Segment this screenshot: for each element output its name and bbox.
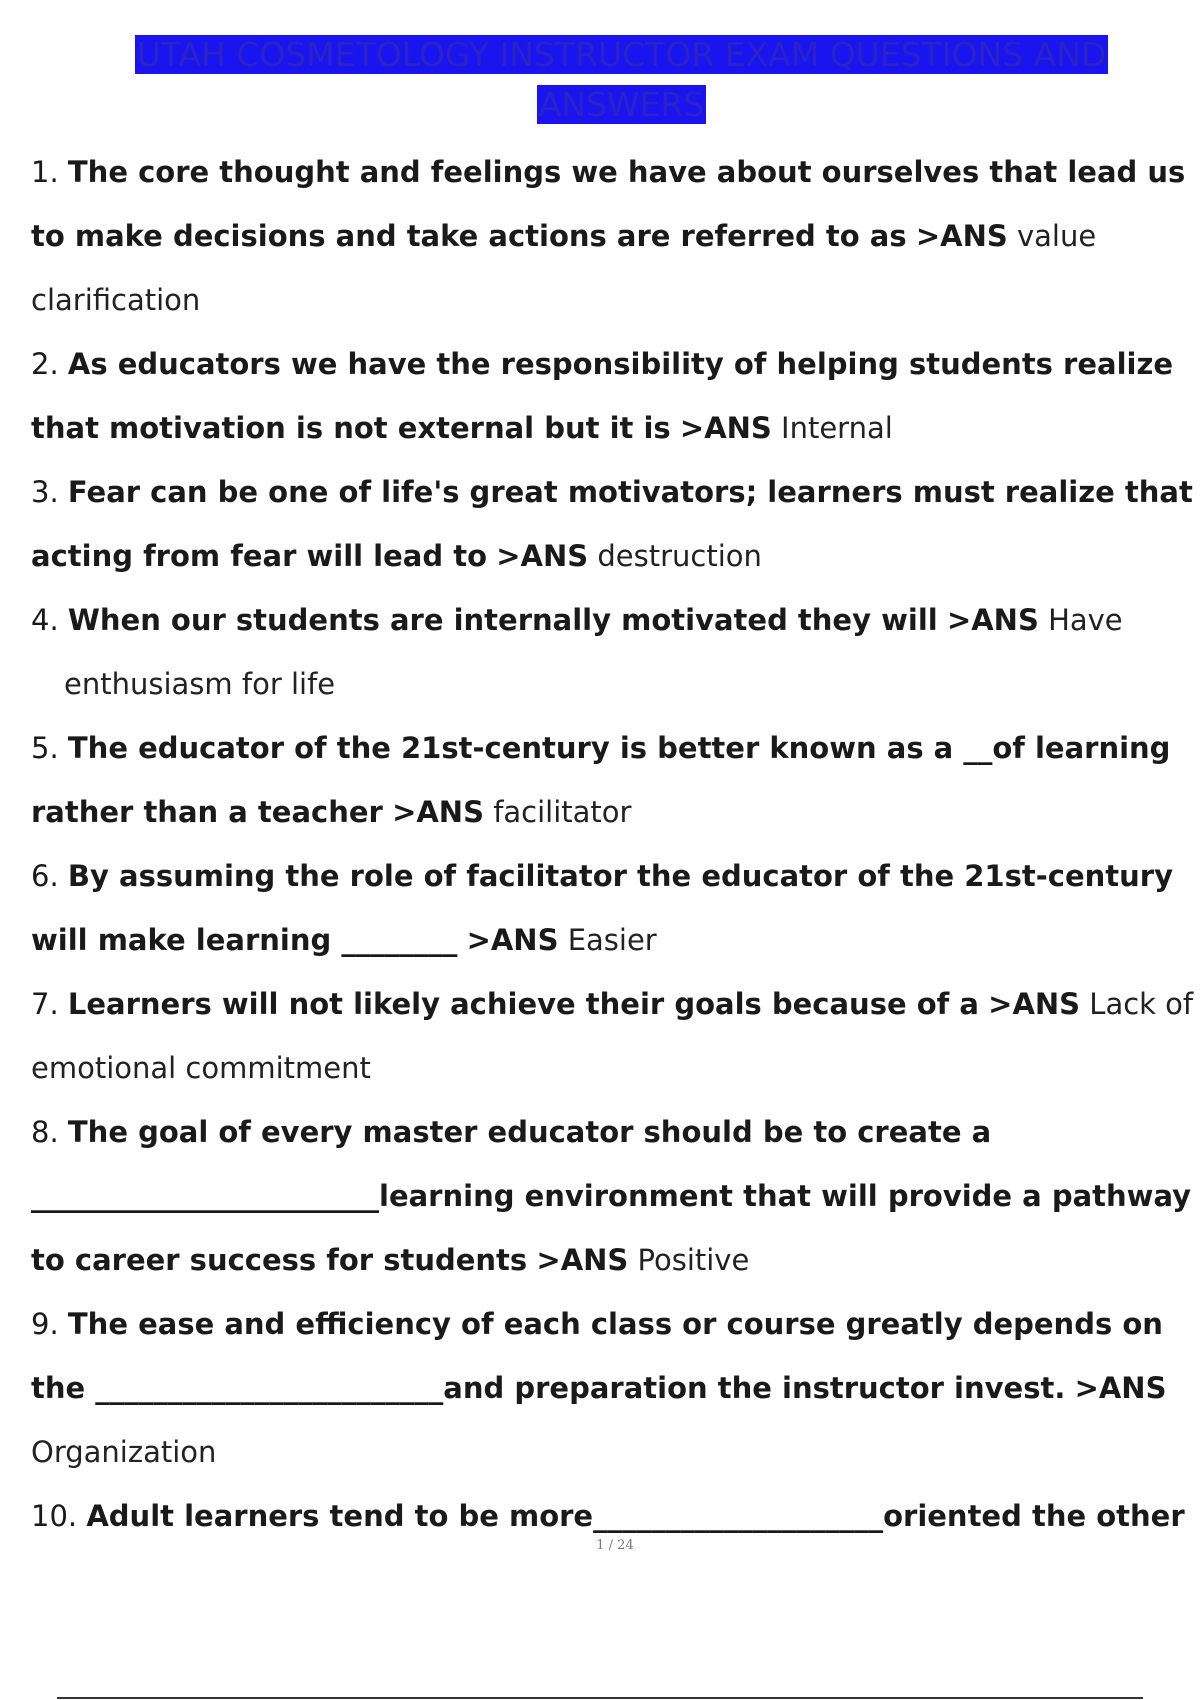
answer-marker: >ANS: [1074, 1371, 1167, 1405]
question-item-8: [31, 1100, 1196, 1292]
answer-marker: >ANS: [392, 795, 484, 829]
question-item-2: [31, 332, 1196, 460]
question-text: When our students are internally motivated they will: [67, 603, 938, 637]
question-text: The ease and efficiency of each class or course greatly depends on the ________________________and preparation the instructor invest.: [31, 1307, 1163, 1405]
question-number: 1.: [31, 155, 59, 189]
question-list: [31, 140, 1196, 1548]
question-text: Fear can be one of life's great motivators; learners must realize that acting from fear will lead to: [31, 475, 1193, 573]
question-item-5: [31, 716, 1196, 844]
question-number: 9.: [31, 1307, 59, 1341]
question-number: 10.: [31, 1499, 78, 1533]
question-text: The core thought and feelings we have about ourselves that lead us to make decisions and take actions are referred to as: [31, 155, 1186, 253]
question-number: 6.: [31, 859, 59, 893]
footer-divider: [57, 1697, 1143, 1699]
question-text: The educator of the 21st-century is better known as a __of learning rather than a teacher: [31, 731, 1171, 829]
answer-text: Organization: [31, 1435, 217, 1469]
question-item-9: [31, 1292, 1196, 1484]
question-text: The goal of every master educator should be to create a ________________________learning environment that will provide a pathway to career success for students: [31, 1115, 1192, 1277]
document-title: UTAH COSMETOLOGY INSTRUCTOR EXAM QUESTIONS AND ANSWERS: [136, 35, 1107, 124]
question-number: 8.: [31, 1115, 59, 1149]
answer-marker: >ANS: [496, 539, 589, 573]
answer-text: Have enthusiasm for life: [64, 603, 1123, 701]
page-number: 1 / 24: [596, 1538, 634, 1553]
question-number: 5.: [31, 731, 59, 765]
question-number: 7.: [31, 987, 59, 1021]
answer-marker: >ANS: [679, 411, 772, 445]
answer-text: value clarification: [31, 219, 1097, 317]
question-item-7: [31, 972, 1196, 1100]
question-item-1: [31, 140, 1196, 332]
answer-marker: >ANS: [988, 987, 1081, 1021]
answer-marker: >ANS: [536, 1243, 629, 1277]
question-number: 3.: [31, 475, 59, 509]
question-number: 2.: [31, 347, 59, 381]
question-number: 4.: [31, 603, 59, 637]
answer-marker: >ANS: [466, 923, 559, 957]
question-text: As educators we have the responsibility of helping students realize that motivation is not external but it is: [31, 347, 1174, 445]
question-text: Adult learners tend to be more____________________oriented the other: [86, 1499, 1185, 1533]
answer-marker: >ANS: [915, 219, 1008, 253]
answer-text: Lack of emotional commitment: [31, 987, 1194, 1085]
answer-text: Internal: [781, 411, 893, 445]
answer-text: Easier: [567, 923, 657, 957]
answer-text: facilitator: [493, 795, 632, 829]
answer-text: destruction: [597, 539, 762, 573]
question-item-4: [31, 588, 1196, 716]
question-item-3: [31, 460, 1196, 588]
answer-marker: >ANS: [946, 603, 1039, 637]
question-text: Learners will not likely achieve their goals because of a: [67, 987, 979, 1021]
question-text: By assuming the role of facilitator the educator of the 21st-century will make learning ________: [31, 859, 1173, 957]
question-item-6: [31, 844, 1196, 972]
answer-text: Positive: [637, 1243, 750, 1277]
